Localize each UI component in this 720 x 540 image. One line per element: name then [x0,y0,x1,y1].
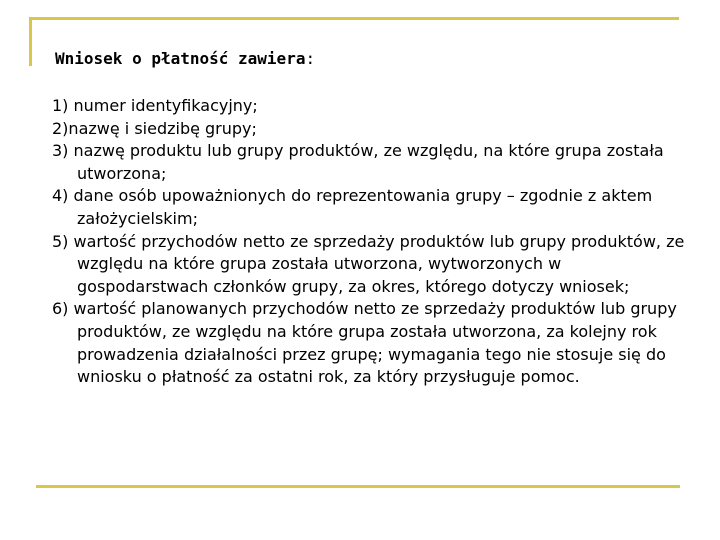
bottom-divider [36,485,680,488]
list-item: 5) wartość przychodów netto ze sprzedaży produktów lub grupy produktów, ze względu na które grupa została utworzona, wytworzonych w gospodarstwach członków grupy, za okres, którego dotyczy wniosek; [52,231,685,296]
list-item: 3) nazwę produktu lub grupy produktów, ze względu, na które grupa została utworzona; [52,141,664,183]
slide-title-text: Wniosek o płatność zawiera [55,49,306,68]
list-item: 4) dane osób upoważnionych do reprezentowania grupy – zgodnie z aktem założycielskim; [52,186,653,228]
list-item: 6) wartość planowanych przychodów netto ze sprzedaży produktów lub grupy produktów, ze względu na które grupa została utworzona, za kolejny rok prowadzenia działalności przez grupę; wymagania tego nie stosuje się do wniosku o płatność za ostatni rok, za który przysługuje pomoc. [52,299,677,387]
slide-title [55,48,315,70]
slide-title-colon: : [305,49,316,68]
list-item: 1) numer identyfikacyjny; [52,96,258,115]
requirements-list [52,95,692,389]
left-divider [29,17,32,66]
top-divider [29,17,679,20]
list-item: 2)nazwę i siedzibę grupy; [52,118,257,138]
